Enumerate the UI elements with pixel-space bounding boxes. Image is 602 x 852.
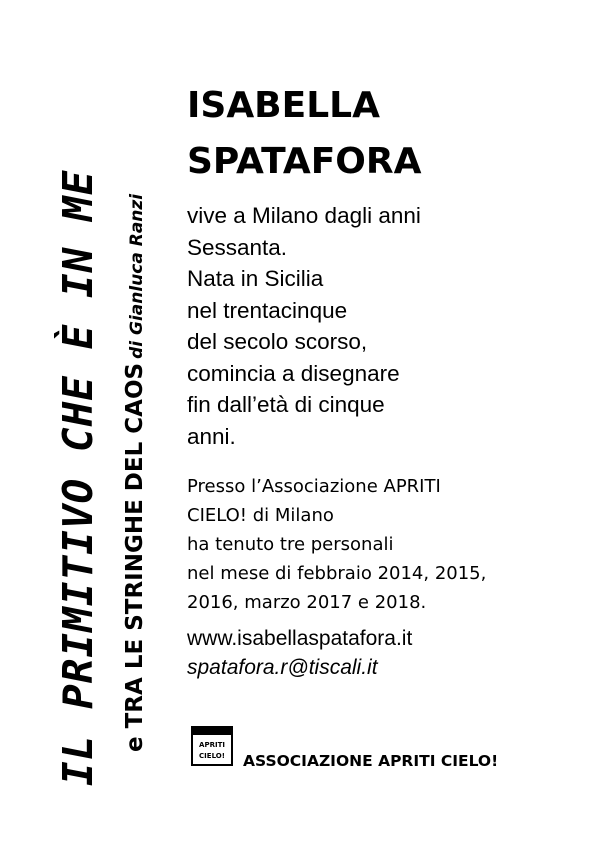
logo-text-line-1: APRITI	[199, 741, 225, 749]
bio-line: comincia a disegnare	[187, 360, 400, 386]
exhibition-subtitle	[116, 194, 156, 752]
association-name: ASSOCIAZIONE APRITI CIELO!	[243, 752, 499, 770]
exhibitions-line: 2016, marzo 2017 e 2018.	[187, 592, 427, 613]
email-link[interactable]: spatafora.r@tiscali.it	[187, 656, 378, 679]
bio-line: nel trentacinque	[187, 297, 348, 323]
logo-bar	[193, 728, 231, 735]
bio-line: anni.	[187, 423, 236, 449]
website-link[interactable]: www.isabellaspatafora.it	[187, 627, 413, 650]
bio-line: vive a Milano dagli anni	[187, 203, 421, 228]
artist-name	[187, 78, 547, 190]
contact-info	[187, 624, 567, 682]
bio-line: Sessanta.	[187, 234, 288, 260]
bio-line: fin dall’età di cinque	[187, 392, 385, 417]
bio-line: del secolo scorso,	[187, 329, 368, 354]
logo-text-line-2: CIELO!	[199, 752, 225, 760]
exhibitions-line: nel mese di febbraio 2014, 2015,	[187, 563, 487, 584]
artist-bio	[187, 200, 567, 452]
artist-name-line-1: ISABELLA	[187, 85, 380, 126]
apriti-cielo-logo	[191, 726, 233, 766]
exhibitions-text	[187, 472, 567, 617]
curator-byline: di Gianluca Ranzi	[127, 193, 147, 359]
exhibitions-line: CIELO! di Milano	[187, 505, 334, 526]
artist-name-line-2: SPATAFORA	[187, 141, 422, 182]
exhibitions-line: ha tenuto tre personali	[187, 534, 394, 555]
subtitle-text: e TRA LE STRINGHE DEL CAOS	[122, 362, 148, 752]
bio-line: Nata in Sicilia	[187, 266, 324, 291]
exhibitions-line: Presso l’Associazione APRITI	[187, 476, 441, 497]
exhibition-title: IL PRIMITIVO CHE È IN ME	[54, 169, 102, 786]
